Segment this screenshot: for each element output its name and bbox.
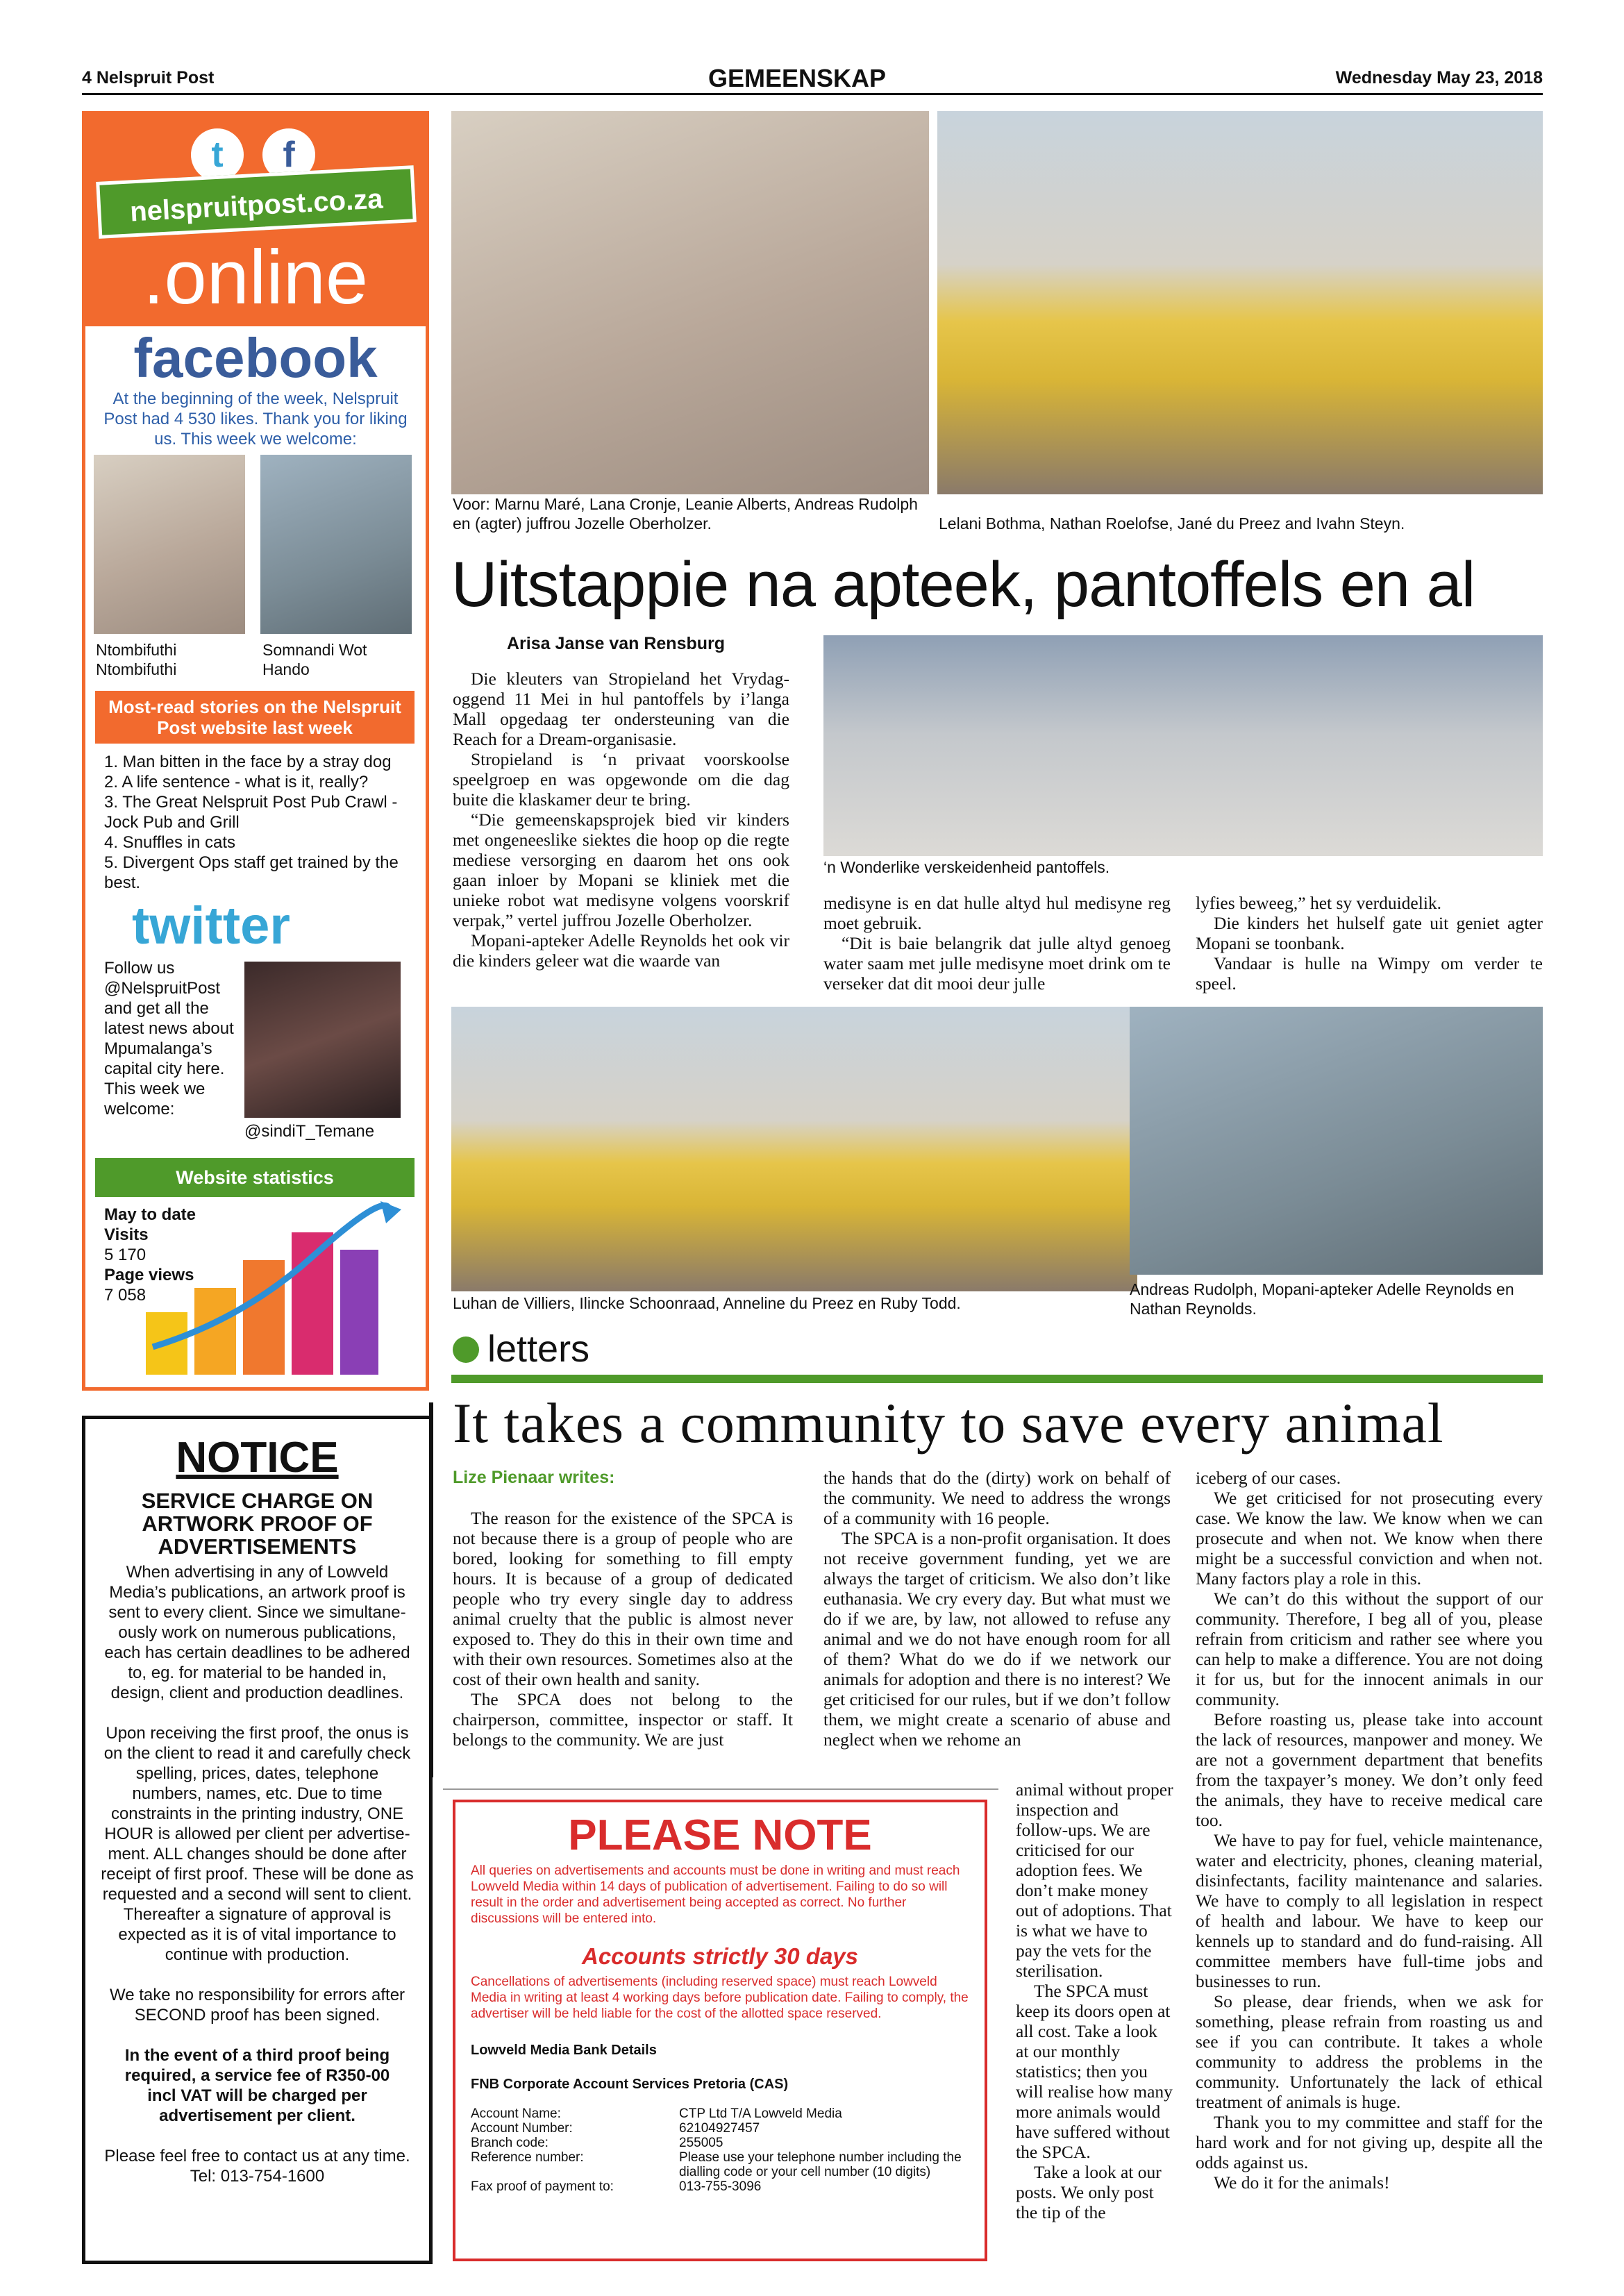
bank-row-label: Fax proof of payment to:	[471, 2179, 614, 2194]
letters-paragraph: Thank you to my committee and staff for the hard work and for not giving up, despite all the odds against us.	[1196, 2112, 1543, 2172]
bank-row-label: Reference number:	[471, 2150, 584, 2165]
article-paragraph: Die kleuters van Stropieland het Vrydag-oggend 11 Mei in hul pantoffels by i’langa Mall opgedaag ter ondersteuning van die Reach for a Dream-organisasie.	[453, 669, 789, 749]
letters-byline: Lize Pienaar writes:	[453, 1468, 615, 1487]
issue-date: Wednesday May 23, 2018	[1335, 68, 1543, 87]
bank-details-table	[471, 2106, 969, 2194]
bank-row-value: 255005	[679, 2136, 723, 2150]
bank-row-label: Account Name:	[471, 2106, 561, 2121]
bank-name: FNB Corporate Account Services Pretoria (CAS)	[471, 2077, 789, 2092]
letters-col-2	[823, 1468, 1171, 1750]
twitter-handle[interactable]: @sindiT_Temane	[244, 1122, 375, 1141]
photo-caption-5: Andreas Rudolph, Mopani-apteker Adelle Reynolds en Nathan Reynolds.	[1130, 1280, 1514, 1318]
please-note-cancellations: Cancellations of advertisements (including reserved space) must reach Lowveld Media in writing at least 4 working days before publication date. Failing to comply, the advertiser will be held liable for the cost of the allotted space reserved.	[471, 1975, 969, 2021]
views-label: Page views	[104, 1266, 194, 1284]
please-note-rule	[443, 1788, 998, 1790]
article-col-1	[453, 669, 789, 971]
bank-row-label: Account Number:	[471, 2121, 573, 2136]
letters-paragraph: the hands that do the (dirty) work on behalf of the community. We need to address the wrongs of a community with 16 people.	[823, 1468, 1171, 1528]
letters-paragraph: So please, dear friends, when we ask for something, please refrain from roasting us and see if you can contribute. It takes a whole community to address the problems in the community. Unfortunately the lack of ethical treatment of animals is huge.	[1196, 1991, 1543, 2112]
notice-paragraph: Upon receiving the first proof, the onus is on the client to read it and carefully check spelling, prices, dates, telephone numbers, names, etc. Due to time constraints in the printing industry, ONE HOUR is allowed per client per advertise-ment. ALL changes should be done after receipt of first proof. These will be done as requested and a second will sent to client. Thereafter a signature of approval is expected as it is of vital importance to continue with production.	[101, 1724, 414, 1964]
most-read-list	[104, 752, 410, 893]
article-paragraph: Vandaar is hulle na Wimpy om verder te speel.	[1196, 953, 1543, 994]
bank-row-value: CTP Ltd T/A Lowveld Media	[679, 2106, 842, 2121]
facebook-icon: f	[262, 128, 315, 181]
notice-paragraph: We take no responsibility for errors after SECOND proof has been signed.	[109, 1986, 405, 2025]
photo-caption-4: Luhan de Villiers, Ilincke Schoonraad, Anneline du Preez en Ruby Todd.	[453, 1294, 961, 1312]
most-read-item[interactable]: 2. A life sentence - what is it, really?	[104, 773, 369, 791]
photo-group-four-kids	[937, 111, 1543, 494]
online-title: .online	[142, 235, 369, 320]
twitter-logo: twitter	[132, 896, 290, 955]
article-paragraph: “Die gemeenskapsprojek bied vir kinders met ongeneeslike siektes die hoop op die regte mediese versorging en daarom het ons ook gaan inloer by Mopani se kliniek met die unieke robot wat medisyne volgens voorskrif verpak,” vertel juffrou Jozelle Oberholzer.	[453, 810, 789, 930]
fan-name-1: Ntombifuthi Ntombifuthi	[96, 641, 177, 678]
most-read-item[interactable]: 4. Snuffles in cats	[104, 833, 235, 852]
visits-value: 5 170	[104, 1246, 147, 1264]
notice-service-fee: In the event of a third proof being required, a service fee of R350-00 incl VAT will be charged per advertisement per client.	[124, 2046, 390, 2125]
letters-paragraph: The reason for the existence of the SPCA is not because there is a group of people who are bored, looking for something to fill empty hours. It is because of a group of dedicated people who try every single day to address animal cruelty that the public is almost never exposed to. They do this in their own time and with their own resources. Sometimes also at the cost of their own health and sanity.	[453, 1508, 793, 1689]
twitter-intro: Follow us @NelspruitPost and get all the latest news about Mpumalanga’s capital city here. This week we welcome:	[104, 959, 234, 1118]
article-paragraph: Mopani-apteker Adelle Reynolds het ook vir die kinders geleer wat die waarde van	[453, 930, 789, 971]
article-headline: Uitstappie na apteek, pantoffels en al	[451, 549, 1475, 620]
views-value: 7 058	[104, 1286, 147, 1305]
photo-pharmacist	[1130, 1007, 1543, 1275]
most-read-item[interactable]: 3. The Great Nelspruit Post Pub Crawl - Jock Pub and Grill	[104, 793, 398, 832]
letters-paragraph: We do it for the animals!	[1214, 2172, 1390, 2193]
header-rule	[82, 93, 1543, 95]
stats-period: May to date	[104, 1205, 196, 1224]
photo-caption-2: Lelani Bothma, Nathan Roelofse, Jané du Preez and Ivahn Steyn.	[939, 514, 1405, 533]
notice-title: NOTICE	[176, 1434, 339, 1482]
letters-col-2b	[1016, 1779, 1174, 2222]
facebook-intro: At the beginning of the week, Nelspruit Post had 4 530 likes. Thank you for liking us. This week we welcome:	[103, 389, 408, 449]
letters-paragraph: Take a look at our posts. We only post the tip of the	[1016, 2162, 1162, 2222]
fan-name-2: Somnandi Wot Hando	[262, 641, 367, 678]
stats-title: Website statistics	[95, 1158, 415, 1197]
letters-paragraph: We can’t do this without the support of our community. Therefore, I beg all of you, please refrain from criticism and rather see where you can help to make a difference. You are not doing it for us, but for the innocent animals in our community.	[1196, 1589, 1543, 1709]
most-read-item[interactable]: 5. Divergent Ops staff get trained by the best.	[104, 853, 399, 892]
photo-four-girls	[451, 1007, 1137, 1291]
photo-caption-3: ‘n Wonderlike verskeidenheid pantoffels.	[823, 858, 1110, 876]
bank-row-label: Branch code:	[471, 2136, 549, 2150]
notice-contact: Please feel free to contact us at any time. Tel: 013-754-1600	[104, 2147, 410, 2186]
most-read-item[interactable]: 1. Man bitten in the face by a stray dog	[104, 753, 392, 771]
article-paragraph: medisyne is en dat hulle altyd hul medisyne reg moet gebruik.	[823, 893, 1171, 933]
letters-paragraph: iceberg of our cases.	[1196, 1468, 1341, 1488]
letters-paragraph: The SPCA is a non-profit organisation. It does not receive government funding, yet we are always the target of criticism. We also don’t like euthanasia. We cry every day. But what must we do if we are, by law, not allowed to refuse any animal and we do not have enough room for all of them? What do we do if we network our animals for adoption and there is no interest? We get criticised for our rules, but if we don’t follow them, we might create a scenario of abuse and neglect when we rehome an	[823, 1528, 1171, 1750]
photo-slippers	[823, 635, 1543, 856]
article-paragraph: “Dit is baie belangrik dat julle altyd genoeg water saam met julle medisyne moet drink om te verseker dat dit mooi deur julle	[823, 933, 1171, 994]
letters-label: letters	[487, 1328, 590, 1370]
letters-col-1	[453, 1508, 793, 1750]
letters-col-3	[1196, 1468, 1543, 2193]
please-note-title: PLEASE NOTE	[568, 1811, 872, 1859]
please-note-queries: All queries on advertisements and accounts must be done in writing and must reach Lowveld Media within 14 days of publication of advertisement. Failing to do so will result in the order and advertisement being accepted as correct. No further discussions will be entered into.	[471, 1863, 960, 1926]
letters-rule	[451, 1375, 1543, 1383]
notice-box	[82, 1416, 433, 2264]
notice-subtitle: SERVICE CHARGE ON ARTWORK PROOF OF ADVERTISEMENTS	[141, 1489, 374, 1559]
letters-paragraph: We get criticised for not prosecuting every case. We know the law. We know when we can prosecute and when not. We know when there might be a successful conviction and when not. Many factors play a role in this.	[1196, 1488, 1543, 1589]
article-col-3	[1196, 893, 1543, 994]
bank-row-value: Please use your telephone number including the dialling code or your cell number (10 digits)	[679, 2150, 962, 2179]
visits-label: Visits	[104, 1225, 149, 1244]
photo-caption-1: Voor: Marnu Maré, Lana Cronje, Leanie Alberts, Andreas Rudolph en (agter) juffrou Jozelle Oberholzer.	[453, 495, 918, 533]
photo-group-teacher	[451, 111, 929, 494]
letters-headline: It takes a community to save every animal	[453, 1391, 1444, 1455]
bank-row-value: 62104927457	[679, 2121, 760, 2136]
stats-bar-graphic	[139, 1201, 410, 1382]
article-col-2	[823, 893, 1171, 994]
facebook-logo: facebook	[133, 327, 378, 389]
bank-details-title: Lowveld Media Bank Details	[471, 2043, 657, 2058]
twitter-icon: t	[191, 128, 244, 181]
most-read-title: Most-read stories on the Nelspruit Post website last week	[95, 691, 415, 744]
letters-paragraph: The SPCA does not belong to the chairperson, committee, inspector or staff. It belongs to the community. We are just	[453, 1689, 793, 1750]
letters-paragraph: The SPCA must keep its doors open at all cost. Take a look at our monthly statistics; then you will realise how many more animals would have suffered without the SPCA.	[1016, 1981, 1173, 2162]
letters-paragraph: animal without proper inspection and follow-ups. We are criticised for our adoption fees. We don’t make money out of adoptions. That is what we have to pay the vets for the sterilisation.	[1016, 1779, 1173, 1981]
article-byline: Arisa Janse van Rensburg	[507, 634, 726, 653]
article-paragraph: Die kinders het hulself gate uit geniet agter Mopani se toonbank.	[1196, 913, 1543, 953]
fan-photo-1	[94, 455, 245, 634]
fan-photo-2	[260, 455, 412, 634]
letters-paragraph: Before roasting us, please take into account the lack of resources, manpower and money. We are not a government department that benefits from the taxpayer’s money. We don’t only feed the animals, they have to receive medical care too.	[1196, 1709, 1543, 1830]
section-title: GEMEENSKAP	[708, 64, 887, 92]
bank-row-value: 013-755-3096	[679, 2179, 762, 2194]
accounts-title: Accounts strictly 30 days	[582, 1943, 858, 1969]
notice-paragraph: When advertising in any of Lowveld Media’s publications, an artwork proof is sent to every client. Since we simultane-ously work on numerous publications, each has certain deadlines to be adhered to, eg. for material to be handed in, design, client and production deadlines.	[104, 1563, 410, 1702]
letters-paragraph: We have to pay for fuel, vehicle maintenance, water and electricity, phones, cleaning material, disinfectants, facility maintenance and salaries. We have to comply to all legislation in respect of health and labour. We have to keep our kennels up to standard and do fund-raising. All committee members have full-time jobs and businesses to run.	[1196, 1830, 1543, 1991]
please-note-box	[453, 1800, 987, 2261]
letters-dot-icon	[453, 1336, 479, 1363]
page-number: 4 Nelspruit Post	[82, 68, 215, 87]
twitter-follower-photo	[244, 962, 401, 1118]
article-paragraph: lyfies beweeg,” het sy verduidelik.	[1196, 893, 1442, 913]
article-paragraph: Stropieland is ‘n privaat voorskoolse speelgroep en was opgewonde om die dag buite die klaskamer deur te bring.	[453, 749, 789, 810]
website-badge[interactable]: nelspruitpost.co.za	[96, 165, 417, 239]
